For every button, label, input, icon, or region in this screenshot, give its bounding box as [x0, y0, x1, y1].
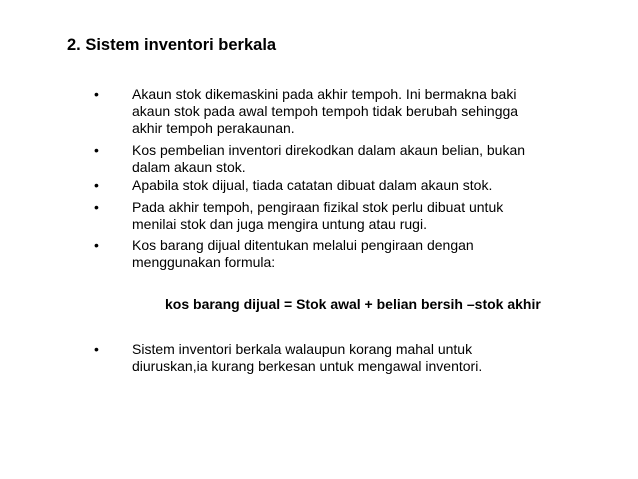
bullet-text: Pada akhir tempoh, pengiraan fizikal stok perlu dibuat untuk menilai stok dan juga mengira untung atau rugi.: [132, 199, 504, 232]
bullet-icon: •: [94, 177, 99, 193]
bullet-text: Akaun stok dikemaskini pada akhir tempoh. Ini bermakna baki akaun stok pada awal tempoh tempoh tidak berubah sehingga akhir tempoh perakaunan.: [132, 86, 519, 136]
bullet-text: Sistem inventori berkala walaupun korang mahal untuk diuruskan,ia kurang berkesan untuk mengawal inventori.: [132, 341, 483, 374]
bullet-icon: •: [94, 199, 99, 215]
bullet-icon: •: [94, 86, 99, 102]
bullet-icon: •: [94, 142, 99, 158]
bullet-text: Kos barang dijual ditentukan melalui pengiraan dengan menggunakan formula:: [132, 237, 474, 270]
bullet-text: Apabila stok dijual, tiada catatan dibuat dalam akaun stok.: [132, 177, 493, 193]
formula-text: kos barang dijual = Stok awal + belian bersih –stok akhir: [165, 296, 541, 312]
bullet-text: Kos pembelian inventori direkodkan dalam akaun belian, bukan dalam akaun stok.: [132, 142, 526, 175]
slide-title: 2. Sistem inventori berkala: [67, 36, 277, 54]
bullet-icon: •: [94, 237, 99, 253]
bullet-icon: •: [94, 341, 99, 357]
